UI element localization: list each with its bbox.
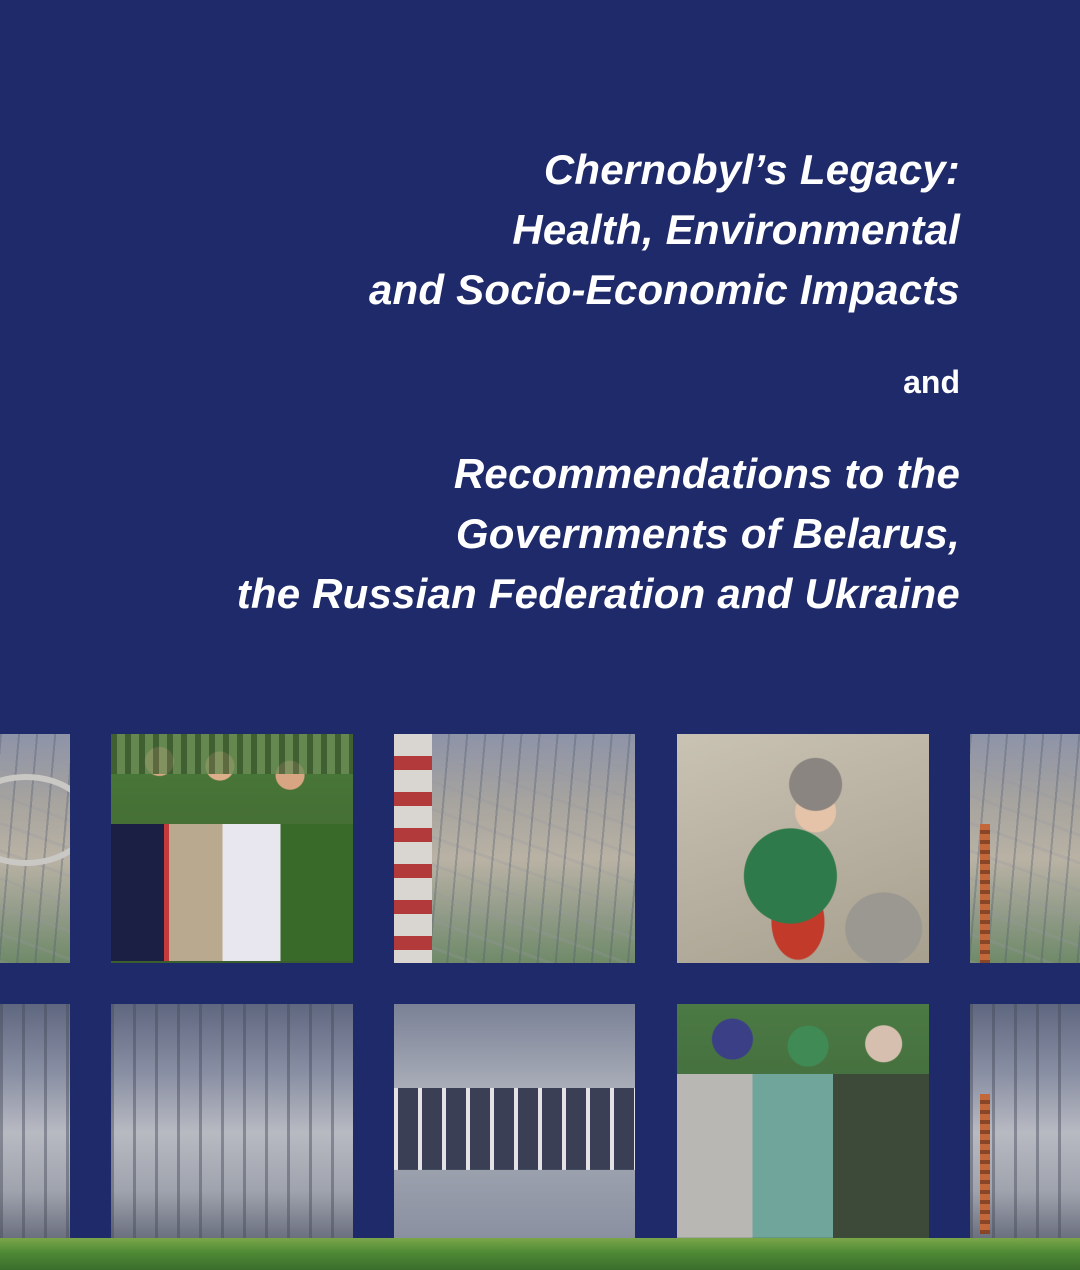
subtitle-line-3: the Russian Federation and Ukraine <box>236 570 960 617</box>
title-line-2: Health, Environmental <box>512 206 960 253</box>
title-connector: and <box>903 364 960 400</box>
subtitle-line-1: Recommendations to the <box>453 450 960 497</box>
reactor-building-photo <box>0 1004 70 1238</box>
child-in-green-photo <box>677 734 929 963</box>
sarcophagus-photo <box>394 1004 635 1238</box>
subtitle-line-2: Governments of Belarus, <box>455 510 960 557</box>
green-ground-strip <box>0 1238 1080 1270</box>
cooling-tower-aerial-photo <box>394 734 635 963</box>
aerial-plant-photo <box>970 734 1080 963</box>
children-on-bench-photo <box>111 734 353 963</box>
title-line-1: Chernobyl’s Legacy: <box>543 146 960 193</box>
title-line-3: and Socio-Economic Impacts <box>369 266 960 313</box>
aerial-landscape-photo <box>0 734 70 963</box>
title-block <box>60 140 960 624</box>
elderly-women-on-bench-photo <box>677 1004 929 1238</box>
reactor-building-photo <box>111 1004 353 1238</box>
crane-building-photo <box>970 1004 1080 1238</box>
